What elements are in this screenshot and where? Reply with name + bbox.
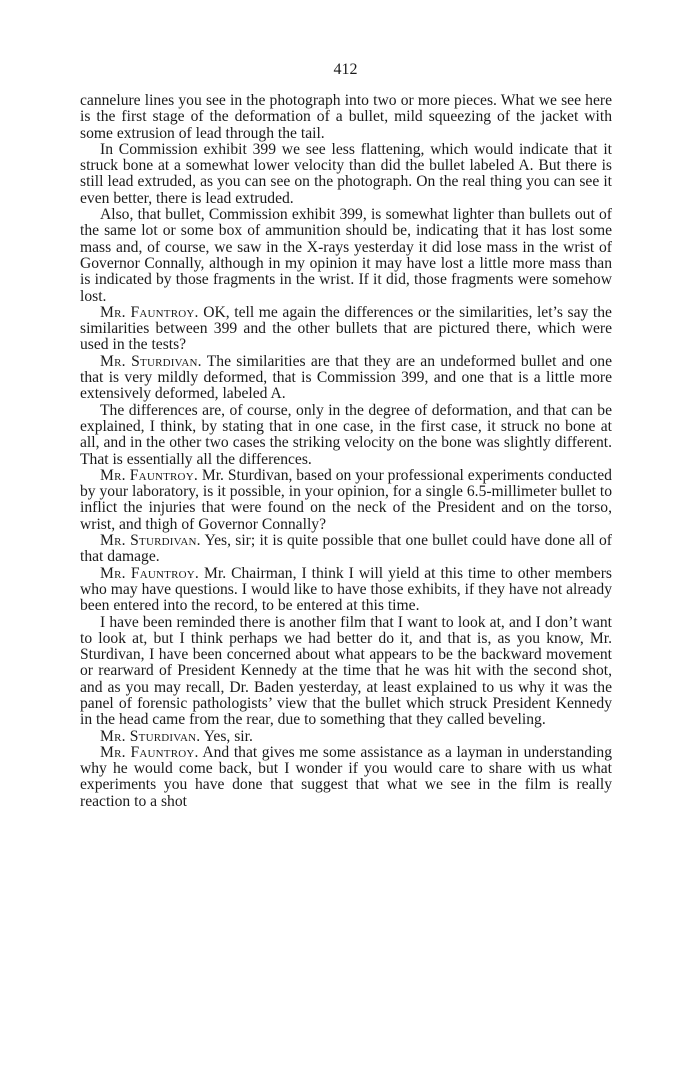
paragraph-1 bbox=[80, 93, 612, 142]
paragraph-text: OK, tell me again the differences or the similarities, let’s say the similarities between 399 and the other bullets that are pictured there, which were used in the tests? bbox=[80, 303, 612, 354]
paragraph-text: Yes, sir. bbox=[203, 727, 253, 745]
paragraph-11 bbox=[80, 729, 612, 745]
paragraph-text: Mr. Sturdivan, based on your professional experiments conducted by your laboratory, is it possible, in your opinion, for a single 6.5-millimeter bullet to inflict the injuries that were found on the neck of the President and on the torso, wrist, and thigh of Governor Connally? bbox=[80, 466, 612, 533]
paragraph-text: The similarities are that they are an undeformed bullet and one that is very mildly deformed, that is Commission 399, and one that is a little more extensively deformed, labeled A. bbox=[80, 352, 612, 403]
paragraph-3 bbox=[80, 207, 612, 305]
speaker-name: Mr. Fauntroy. bbox=[100, 466, 198, 484]
paragraph-9 bbox=[80, 566, 612, 615]
paragraph-8 bbox=[80, 533, 612, 566]
paragraph-text: I have been reminded there is another film that I want to look at, and I don’t want to look at, but I think perhaps we had better do it, and that is, as you know, Mr. Sturdivan, I have been concerned about what appears to be the backward movement or rearward of President Kennedy at the time that he was hit with the second shot, and as you may recall, Dr. Baden yesterday, at least explained to us why it was the panel of forensic pathologists’ view that the bullet which struck President Kennedy in the head came from the rear, due to something that they called beveling. bbox=[80, 613, 612, 729]
paragraph-text: Mr. Chairman, I think I will yield at this time to other members who may have questions. I would like to have those exhibits, if they have not already been entered into the record, to be entered at this time. bbox=[80, 564, 612, 615]
paragraph-text: Yes, sir; it is quite possible that one bullet could have done all of that damage. bbox=[80, 532, 613, 566]
speaker-name: Mr. Sturdivan. bbox=[100, 532, 201, 550]
speaker-name: Mr. Fauntroy. bbox=[100, 743, 199, 761]
paragraph-5 bbox=[80, 354, 612, 403]
speaker-name: Mr. Sturdivan. bbox=[100, 727, 201, 745]
paragraph-6 bbox=[80, 403, 612, 468]
paragraph-2 bbox=[80, 142, 612, 207]
paragraph-10 bbox=[80, 615, 612, 729]
paragraph-text: cannelure lines you see in the photograph into two or more pieces. What we see here is the first stage of the deformation of a bullet, mild squeezing of the jacket with some extrusion of lead through the tail. bbox=[80, 92, 612, 142]
paragraph-4 bbox=[80, 305, 612, 354]
page-number: 412 bbox=[333, 61, 358, 78]
speaker-name: Mr. Sturdivan. bbox=[100, 352, 202, 370]
paragraph-12 bbox=[80, 745, 612, 810]
transcript-body bbox=[80, 93, 612, 810]
speaker-name: Mr. Fauntroy. bbox=[100, 564, 200, 582]
paragraph-7 bbox=[80, 468, 612, 533]
paragraph-text: The differences are, of course, only in the degree of deformation, and that can be explained, I think, by stating that in one case, in the first case, it struck no bone at all, and in the other two cases the striking velocity on the bone was slightly different. That is essentially all the differences. bbox=[80, 401, 612, 468]
speaker-name: Mr. Fauntroy. bbox=[100, 303, 199, 321]
paragraph-text: And that gives me some assistance as a layman in understanding why he would come back, but I wonder if you would care to share with us what experiments you have done that suggest that what we see in the film is really reaction to a shot bbox=[80, 743, 612, 810]
paragraph-text: In Commission exhibit 399 we see less flattening, which would indicate that it struck bone at a somewhat lower velocity than did the bullet labeled A. But there is still lead extruded, as you can see on the photograph. On the real thing you can see it even better, there is lead extruded. bbox=[80, 140, 612, 207]
paragraph-text: Also, that bullet, Commission exhibit 399, is somewhat lighter than bullets out of the same lot or some box of ammunition should be, indicating that it has lost some mass and, of course, we saw in the X-rays yesterday it did lose mass in the wrist of Governor Connally, although in my opinion it may have lost a little more mass than is indicated by those fragments in the wrist. If it did, those fragments were somehow lost. bbox=[80, 206, 612, 305]
